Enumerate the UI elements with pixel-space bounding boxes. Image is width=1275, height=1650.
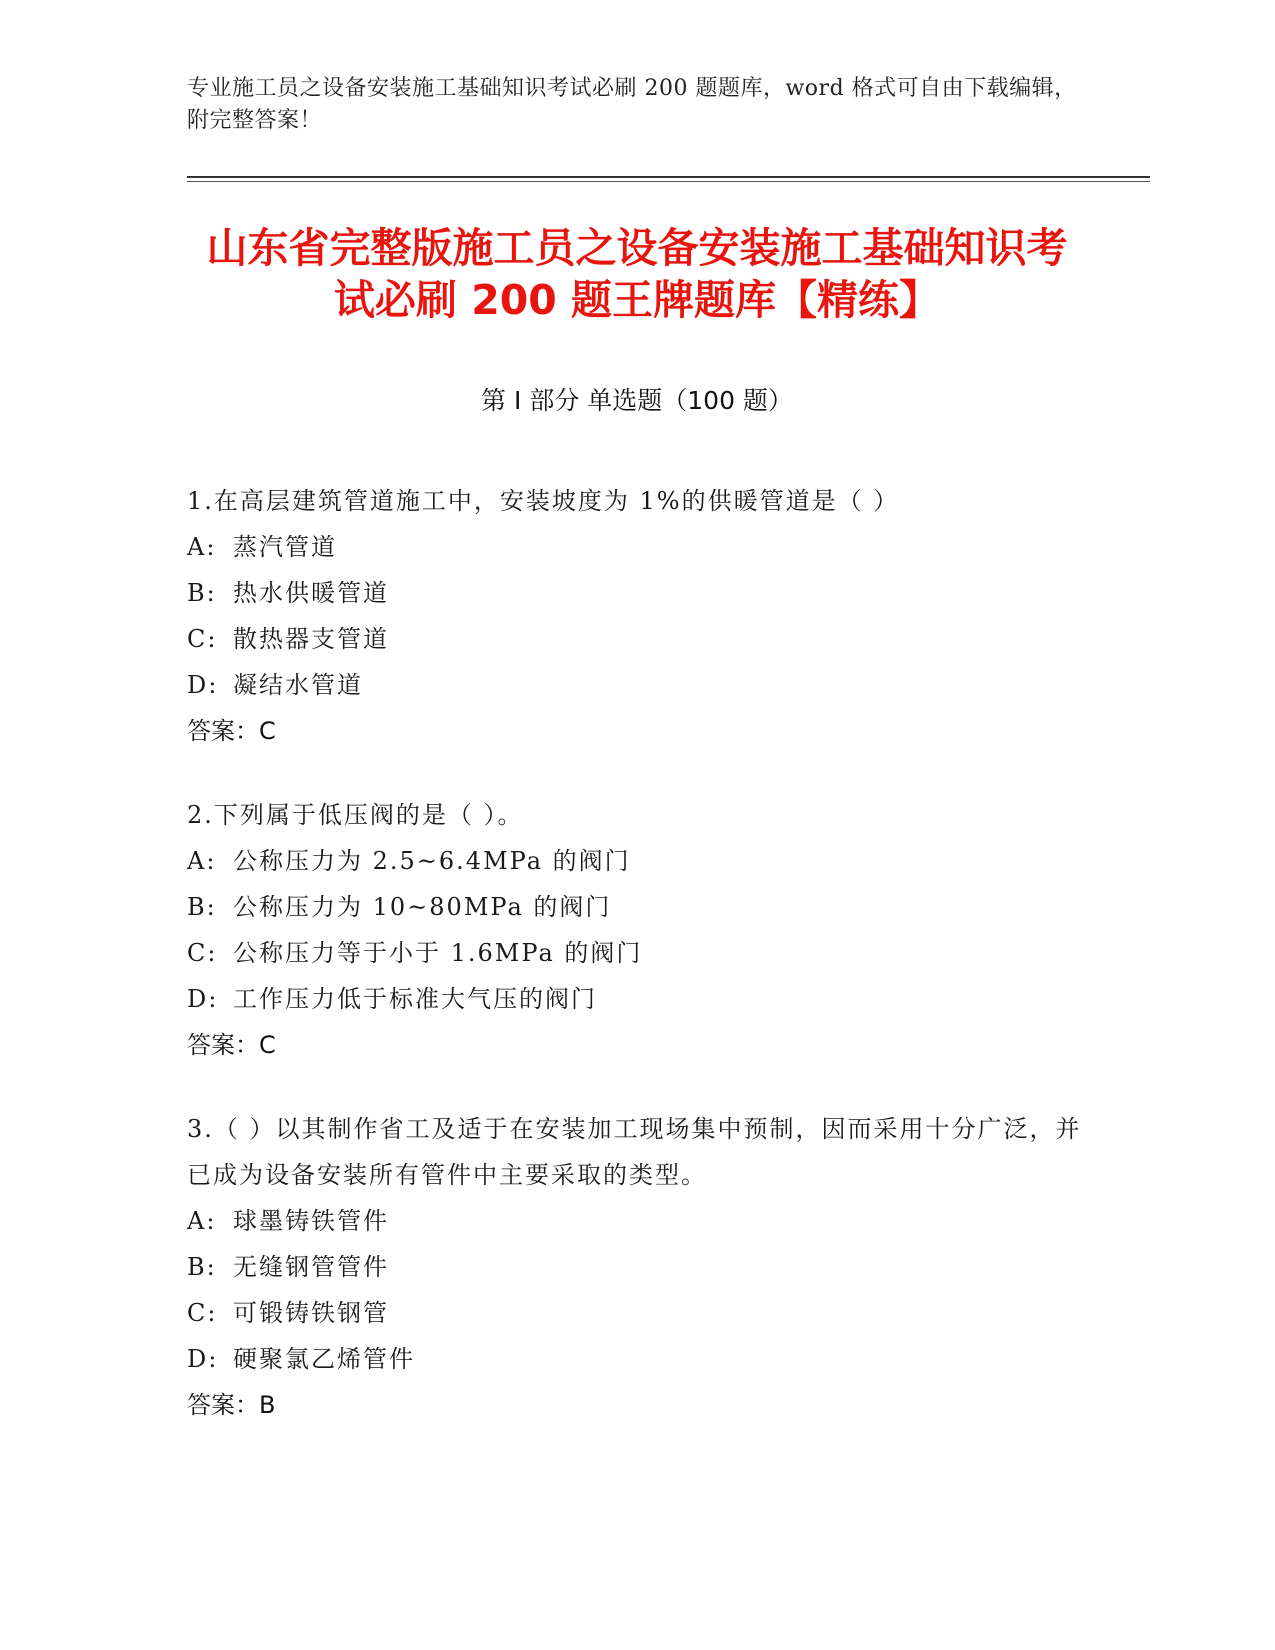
option-letter: D:	[187, 985, 219, 1013]
document-title: 山东省完整版施工员之设备安装施工基础知识考试必刷 200 题王牌题库【精练】	[206, 224, 1068, 324]
answer-line	[187, 1382, 1087, 1428]
option-a	[187, 838, 1087, 884]
option-letter: A:	[187, 847, 217, 875]
answer-value: B	[259, 1391, 276, 1419]
option-text: 可锻铸铁钢管	[233, 1299, 389, 1327]
header-note: 专业施工员之设备安装施工基础知识考试必刷 200 题题库，word 格式可自由下载编辑，附完整答案！	[187, 76, 1077, 133]
option-a	[187, 1198, 1087, 1244]
answer-prefix: 答案：	[187, 1031, 259, 1059]
question-stem: 3.（ ）以其制作省工及适于在安装加工现场集中预制，因而采用十分广泛，并已成为设备安装所有管件中主要采取的类型。	[187, 1115, 1082, 1189]
answer-value: C	[259, 1031, 276, 1059]
option-letter: B:	[187, 893, 217, 921]
option-c	[187, 1290, 1087, 1336]
answer-prefix: 答案：	[187, 717, 259, 745]
question-stem: 1.在高层建筑管道施工中，安装坡度为 1%的供暖管道是（ ）	[187, 487, 900, 515]
option-text: 公称压力为 2.5~6.4MPa 的阀门	[233, 847, 631, 875]
option-d	[187, 662, 1087, 708]
option-letter: C:	[187, 625, 218, 653]
option-text: 工作压力低于标准大气压的阀门	[233, 985, 597, 1013]
question-item	[187, 478, 1087, 754]
option-text: 硬聚氯乙烯管件	[233, 1345, 415, 1373]
option-letter: B:	[187, 579, 217, 607]
option-b	[187, 884, 1087, 930]
option-text: 球墨铸铁管件	[233, 1207, 389, 1235]
option-letter: C:	[187, 939, 218, 967]
question-stem: 2.下列属于低压阀的是（ ）。	[187, 801, 524, 829]
question-list	[187, 478, 1087, 1466]
option-text: 热水供暖管道	[233, 579, 389, 607]
option-b	[187, 570, 1087, 616]
option-c	[187, 930, 1087, 976]
option-a	[187, 524, 1087, 570]
option-text: 公称压力等于小于 1.6MPa 的阀门	[233, 939, 643, 967]
header-divider-thick	[187, 176, 1150, 178]
answer-prefix: 答案：	[187, 1391, 259, 1419]
option-letter: A:	[187, 533, 217, 561]
option-letter: D:	[187, 671, 219, 699]
answer-value: C	[259, 717, 276, 745]
option-d	[187, 976, 1087, 1022]
question-item	[187, 1106, 1087, 1428]
option-letter: D:	[187, 1345, 219, 1373]
answer-line	[187, 708, 1087, 754]
option-text: 凝结水管道	[233, 671, 363, 699]
option-b	[187, 1244, 1087, 1290]
option-letter: C:	[187, 1299, 218, 1327]
question-item	[187, 792, 1087, 1068]
option-c	[187, 616, 1087, 662]
section-title: 第 I 部分 单选题（100 题）	[481, 386, 793, 415]
answer-line	[187, 1022, 1087, 1068]
option-letter: B:	[187, 1253, 217, 1281]
option-text: 蒸汽管道	[233, 533, 337, 561]
option-letter: A:	[187, 1207, 217, 1235]
option-text: 散热器支管道	[233, 625, 389, 653]
option-d	[187, 1336, 1087, 1382]
option-text: 公称压力为 10~80MPa 的阀门	[233, 893, 612, 921]
header-divider-thin	[187, 181, 1150, 182]
option-text: 无缝钢管管件	[233, 1253, 389, 1281]
